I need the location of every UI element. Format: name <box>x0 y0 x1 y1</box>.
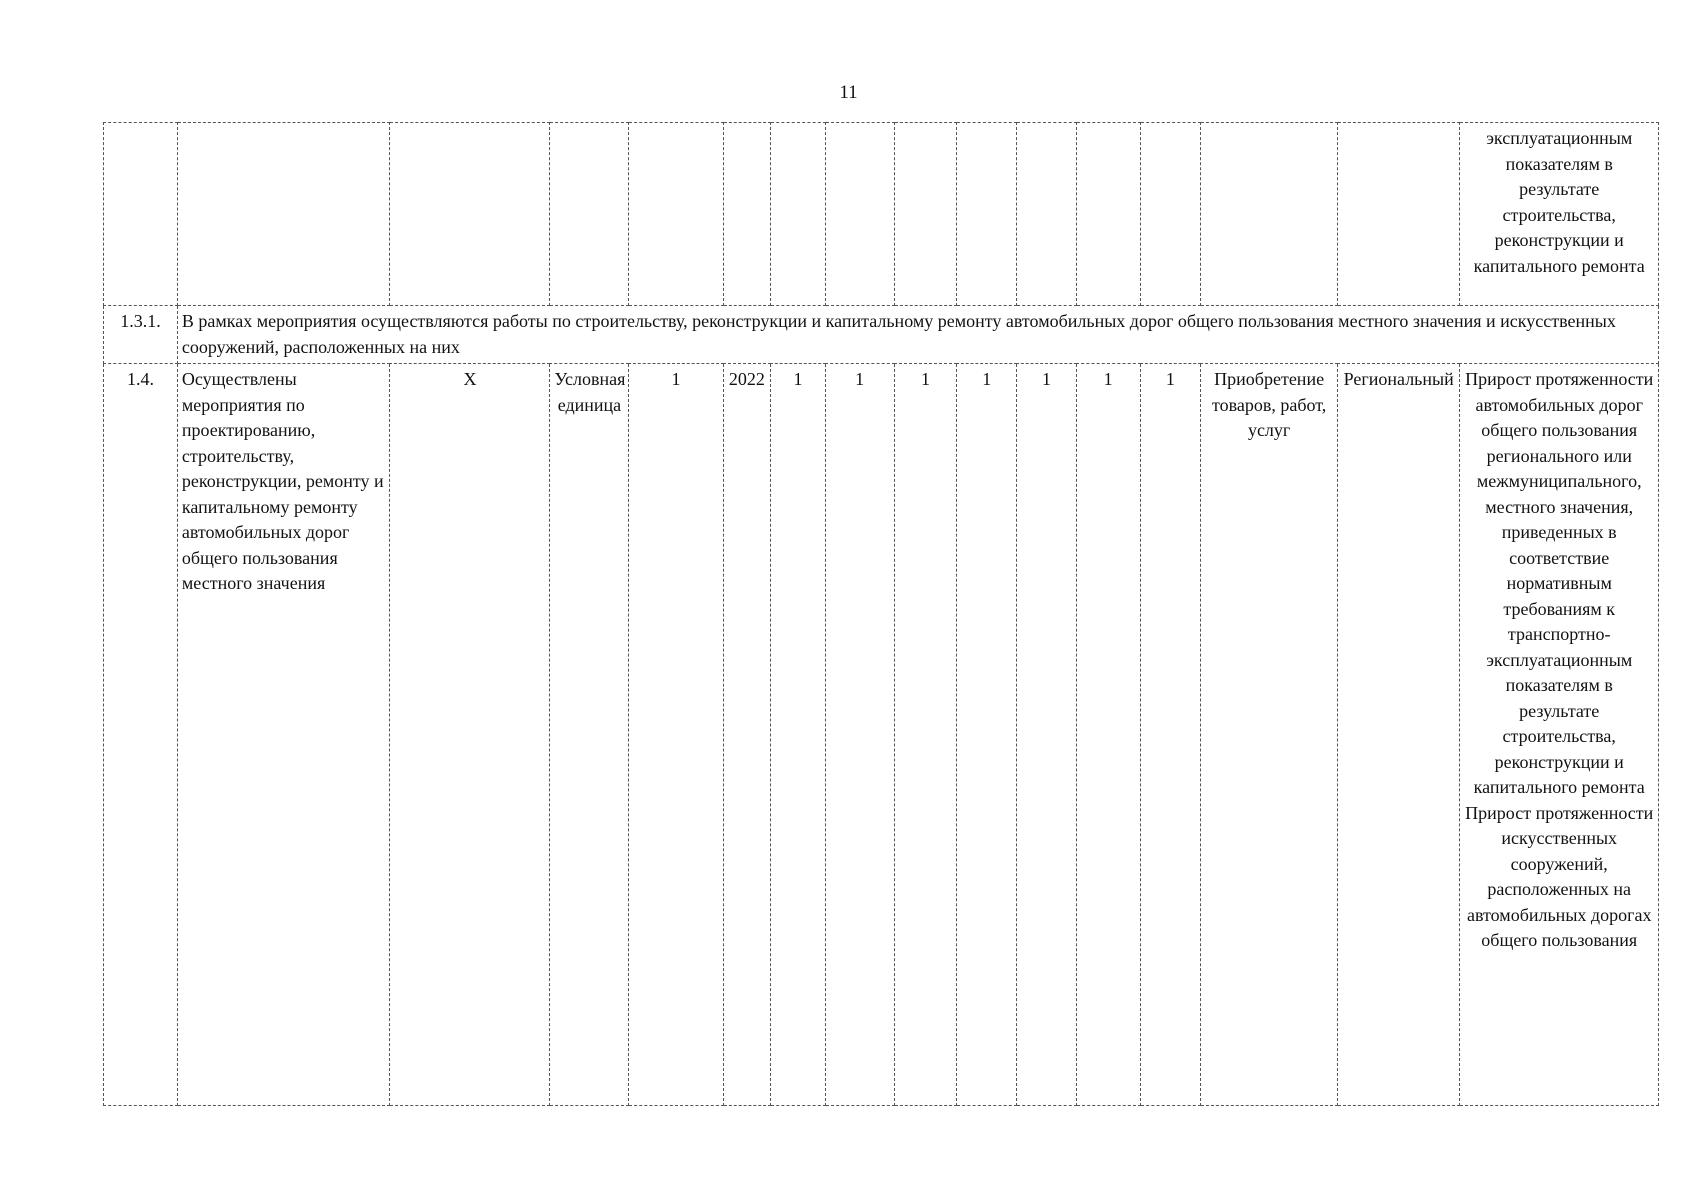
measure-name: Осуществлены мероприятия по проектированию, строительству, реконструкции, ремонту и капитальному ремонту автомобильных дорог общего пользования местного значения <box>177 364 390 1106</box>
level-cell: Региональный <box>1337 364 1459 1106</box>
page-number: 11 <box>839 82 858 103</box>
cell-empty <box>957 123 1017 306</box>
cell-empty <box>390 123 550 306</box>
value-cell: 1 <box>1076 364 1140 1106</box>
table-row-continued <box>104 123 1659 306</box>
cell-empty <box>177 123 390 306</box>
value-cell: 1 <box>1140 364 1201 1106</box>
effect-cell-continued: эксплуатационным показателям в результате строительства, реконструкции и капитального ремонта <box>1460 123 1659 306</box>
cell-empty <box>1337 123 1459 306</box>
unit-cell: Условная единица <box>550 364 629 1106</box>
table-row-1-4 <box>104 364 1659 1106</box>
cell-empty <box>894 123 957 306</box>
cell-empty <box>550 123 629 306</box>
row-number: 1.3.1. <box>104 306 178 364</box>
mark-cell: Х <box>390 364 550 1106</box>
effect-cell <box>1460 364 1659 1106</box>
base-value-cell: 1 <box>629 364 723 1106</box>
cell-empty <box>825 123 894 306</box>
value-cell: 1 <box>957 364 1017 1106</box>
cell-empty <box>1017 123 1077 306</box>
value-cell: 1 <box>771 364 826 1106</box>
cell-empty <box>1076 123 1140 306</box>
program-table <box>103 122 1659 1106</box>
cell-empty <box>723 123 771 306</box>
value-cell: 1 <box>825 364 894 1106</box>
cell-empty <box>104 123 178 306</box>
cell-empty <box>771 123 826 306</box>
year-cell: 2022 <box>723 364 771 1106</box>
value-cell: 1 <box>894 364 957 1106</box>
row-description: В рамках мероприятия осуществляются работы по строительству, реконструкции и капитальному ремонту автомобильных дорог общего пользования местного значения и искусственных сооружений, расположенных на них <box>177 306 1658 364</box>
cell-empty <box>1140 123 1201 306</box>
value-cell: 1 <box>1017 364 1077 1106</box>
effect-text-1: Прирост протяженности автомобильных дорог общего пользования регионального или межмуниципального, местного значения, приведенных в соответствие нормативным требованиям к транспортно-эксплуатационным показателям в результате строительства, реконструкции и капитального ремонта <box>1465 369 1654 797</box>
cell-empty <box>629 123 723 306</box>
effect-text-2: Прирост протяженности искусственных сооружений, расположенных на автомобильных дорогах общего пользования <box>1465 802 1654 950</box>
table-row-1-3-1 <box>104 306 1659 364</box>
row-number: 1.4. <box>104 364 178 1106</box>
type-cell: Приобретение товаров, работ, услуг <box>1201 364 1338 1106</box>
cell-empty <box>1201 123 1338 306</box>
